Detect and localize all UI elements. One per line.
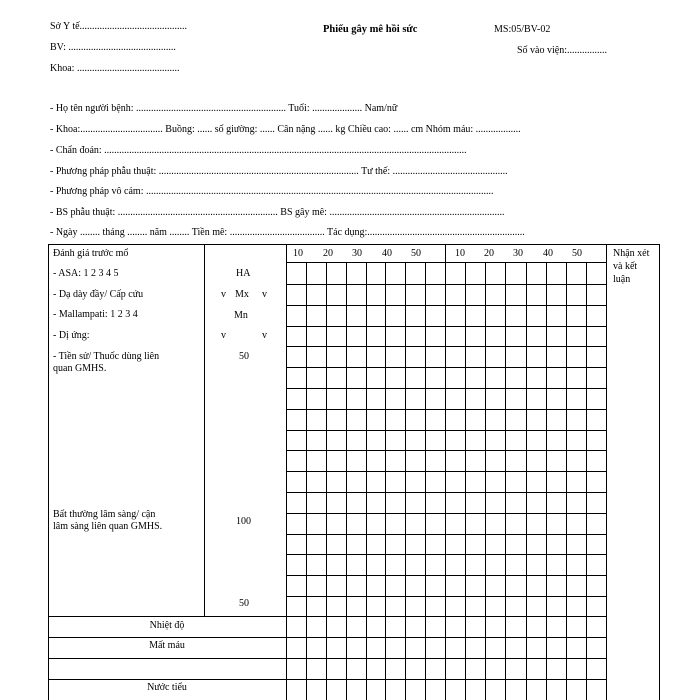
time-tick-a-10: 10 — [293, 248, 303, 259]
time-tick-a-50: 50 — [411, 248, 421, 259]
chart-grid-row-10 — [286, 492, 606, 493]
form-code: MS:05/BV-02 — [494, 24, 551, 35]
chart-grid-col-12 — [526, 262, 527, 700]
chart-grid-col-0 — [286, 262, 287, 700]
assessment-divider — [204, 244, 205, 616]
chart-grid-col-8 — [445, 262, 446, 700]
chart-grid-col-1 — [306, 262, 307, 700]
mallampati-item: - Mallampati: 1 2 3 4 — [53, 309, 138, 320]
chart-grid-col-5 — [385, 262, 386, 700]
allergy-item: - Dị ứng: — [53, 330, 90, 341]
time-tick-b-20: 20 — [484, 248, 494, 259]
chart-grid-row-15 — [286, 596, 606, 597]
chart-grid-row-2 — [286, 326, 606, 327]
chart-grid-row-13 — [286, 554, 606, 555]
form-title: Phiếu gây mê hồi sức — [323, 24, 418, 35]
assessment-header: Đánh giá trước mổ — [53, 248, 129, 259]
time-tick-b-50: 50 — [572, 248, 582, 259]
mx-label: Mx — [235, 289, 249, 300]
temperature-label: Nhiệt độ — [149, 620, 185, 631]
chart-grid-row-11 — [286, 513, 606, 514]
abnormal-item-line1: Bất thường lâm sàng/ cận — [53, 509, 156, 520]
asa-item: - ASA: 1 2 3 4 5 — [53, 268, 119, 279]
chart-grid-row-9 — [286, 471, 606, 472]
time-tick-a-20: 20 — [323, 248, 333, 259]
chart-grid-col-13 — [546, 262, 547, 700]
department-line: Khoa: ......................................... — [50, 63, 180, 74]
diagnosis-field: - Chẩn đoán: ................................................................................................................................................. — [50, 145, 467, 156]
chart-grid-row-6 — [286, 409, 606, 410]
v-mark-3: v — [221, 330, 226, 341]
ward-field: - Khoa:................................. Buồng: ...... số giường: ...... Cân nặng ...... kg Chiều cao: ...... cm Nhóm máu: .................. — [50, 124, 521, 135]
chart-grid-col-2 — [326, 262, 327, 700]
v-mark-4: v — [262, 330, 267, 341]
health-department-line: Sở Y tế........................................... — [50, 21, 188, 32]
urine-label: Nước tiểu — [147, 682, 187, 693]
abnormal-item-line2: lâm sàng liên quan GMHS. — [53, 521, 163, 532]
chart-grid-col-10 — [485, 262, 486, 700]
blood-loss-row-top — [48, 637, 606, 638]
temperature-row-top — [48, 616, 606, 617]
date-premed-field: - Ngày ........ tháng ........ năm ........ Tiền mê: ...................................... Tác dụng:............................................................... — [50, 227, 525, 238]
chart-grid-col-3 — [346, 262, 347, 700]
history-item-line1: - Tiền sử/ Thuốc dùng liên — [53, 351, 160, 362]
history-item-line2: quan GMHS. — [53, 363, 107, 374]
blood-loss-label: Mất máu — [149, 640, 185, 651]
chart-grid-col-7 — [425, 262, 426, 700]
admission-number: Số vào viện:................ — [517, 45, 607, 56]
chart-grid-row-12 — [286, 534, 606, 535]
v-mark-1: v — [221, 289, 226, 300]
chart-grid-row-8 — [286, 450, 606, 451]
chart-grid-col-6 — [405, 262, 406, 700]
chart-grid-row-0 — [286, 284, 606, 285]
extra-row-top — [48, 658, 606, 659]
chart-grid-col-15 — [586, 262, 587, 700]
chart-grid-row-3 — [286, 346, 606, 347]
ha-label: HA — [236, 268, 251, 279]
chart-grid-row-14 — [286, 575, 606, 576]
v-mark-2: v — [262, 289, 267, 300]
remarks-line1: Nhận xét — [613, 248, 650, 259]
time-tick-b-40: 40 — [543, 248, 553, 259]
urine-row-top — [48, 679, 606, 680]
chart-grid-col-4 — [366, 262, 367, 700]
chart-grid-row-1 — [286, 305, 606, 306]
chart-grid-col-11 — [505, 262, 506, 700]
surgery-method-field: - Phương pháp phẫu thuật: ................................................................................ Tư thế: .............................................. — [50, 166, 508, 177]
chart-grid-row-7 — [286, 430, 606, 431]
time-tick-b-10: 10 — [455, 248, 465, 259]
patient-name-field: - Họ tên người bệnh: ............................................................ Tuổi: .................... Nam/nữ — [50, 103, 398, 114]
anesthesia-method-field: - Phương pháp vô cảm: ........................................................................................................................................... — [50, 186, 494, 197]
hospital-line: BV: ........................................... — [50, 42, 176, 53]
chart-grid-col-9 — [465, 262, 466, 700]
chart-grid-row-5 — [286, 388, 606, 389]
remarks-line2: và kết — [613, 261, 638, 272]
chart-grid-col-16 — [606, 262, 607, 700]
time-tick-b-30: 30 — [513, 248, 523, 259]
scale-50-top: 50 — [239, 351, 249, 362]
surgeon-field: - BS phẫu thuật: ................................................................ BS gây mê: ...................................................................... — [50, 207, 505, 218]
table-border-right — [659, 244, 660, 700]
chart-grid-col-14 — [566, 262, 567, 700]
mn-label: Mn — [234, 310, 248, 321]
table-border-top — [48, 244, 659, 245]
remarks-line3: luận — [613, 274, 631, 285]
scale-50-bottom: 50 — [239, 598, 249, 609]
chart-grid-row-4 — [286, 367, 606, 368]
time-tick-a-30: 30 — [352, 248, 362, 259]
time-tick-a-40: 40 — [382, 248, 392, 259]
scale-100: 100 — [236, 516, 251, 527]
full-stomach-item: - Dạ dày đầy/ Cấp cứu — [53, 289, 144, 300]
chart-header-rule — [286, 262, 606, 263]
